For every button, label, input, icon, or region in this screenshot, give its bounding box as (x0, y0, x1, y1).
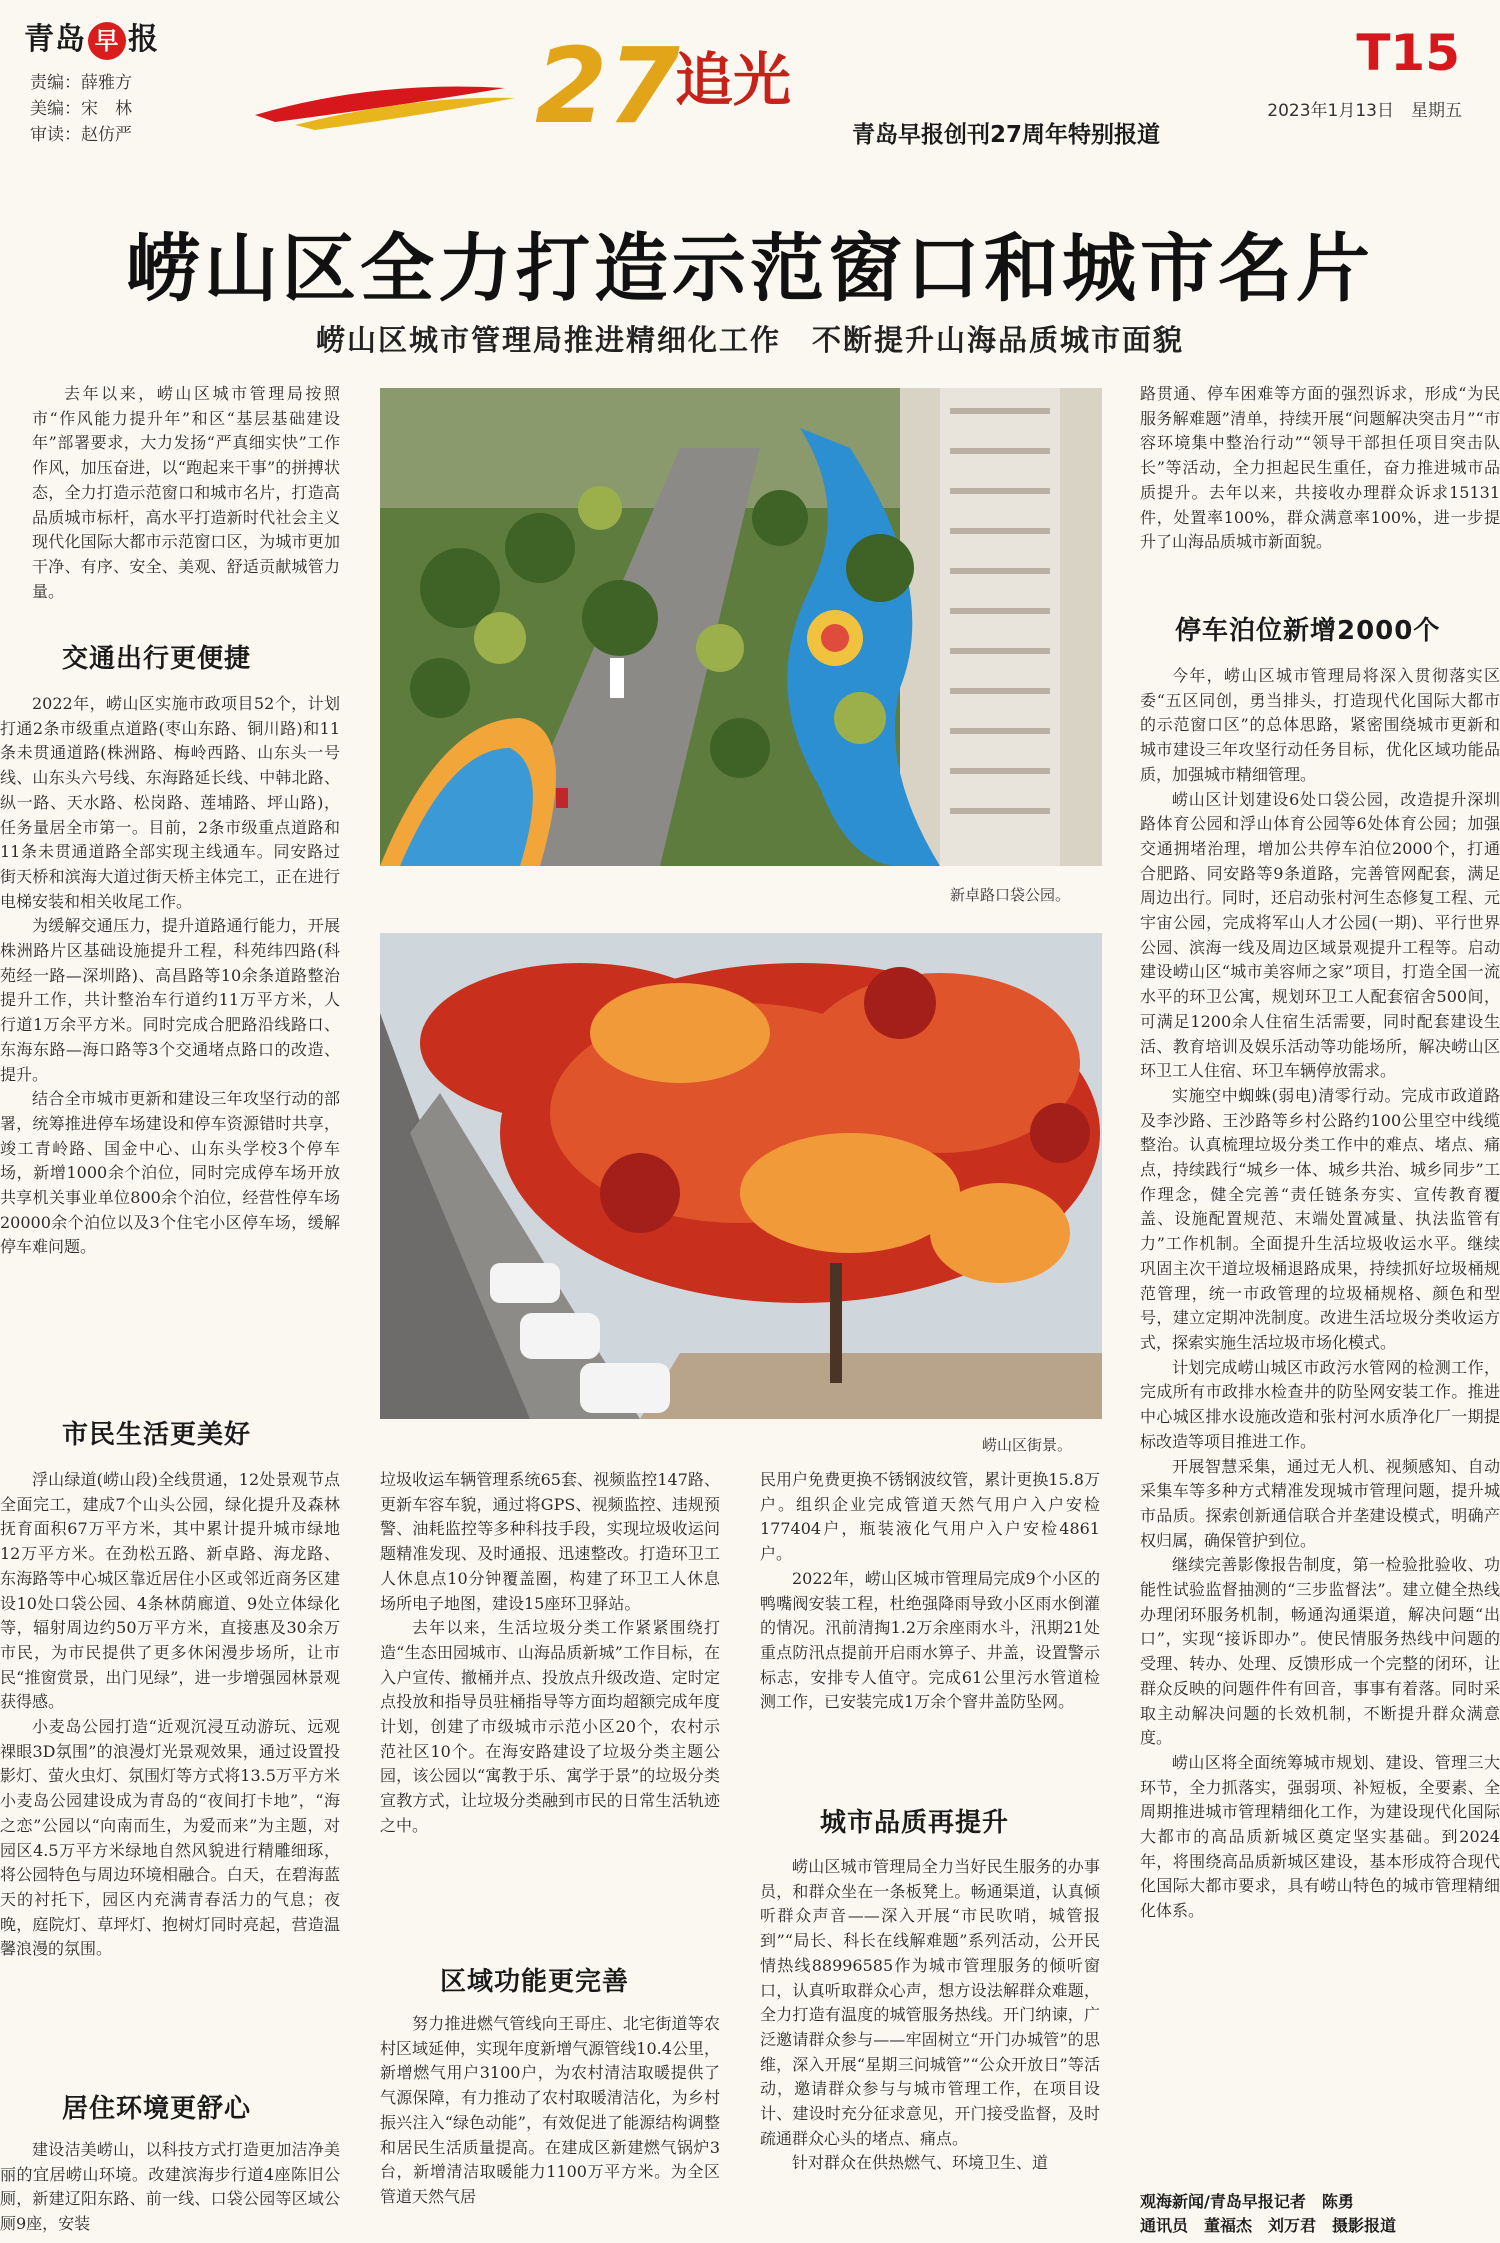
credit-designer: 美编：宋 林 (30, 99, 132, 119)
byline-reporter: 观海新闻/青岛早报记者 陈勇 (1140, 2192, 1354, 2211)
col3-body (760, 1468, 1100, 1786)
park-aerial-image (380, 388, 1102, 866)
credit-proofreader: 审读：赵仿严 (30, 125, 132, 145)
photo-xinzhuo-park (380, 388, 1102, 866)
photo-laoshan-street (380, 933, 1102, 1419)
function-body (380, 2012, 720, 2243)
function-p1: 努力推进燃气管线向王哥庄、北宅街道等农村区域延伸，实现年度新增气源管线10.4公里，新增燃气用户3100户，为农村清洁取暖提供了气源保障，有力推动了农村取暖清洁化，为乡村振兴注入“绿色动能”，有效促进了能源结构调整和居民生活质量提高。在建成区新建燃气锅炉3台，新增清洁取暖能力1100万平方米。为全区管道天然气居 (380, 2014, 720, 2206)
col3-p2: 2022年，崂山区城市管理局完成9个小区的鸭嘴阀安装工程，杜绝强降雨导致小区雨水倒灌的情况。汛前清掏1.2万余座雨水斗，汛期21处重点防汛点提前开启雨水箅子、井盖，设置警示标志，安排专人值守。完成61公里污水管道检测工作，已安装完成1万余个窨井盖防坠网。 (760, 1568, 1100, 1712)
heading-living: 居住环境更舒心 (62, 2094, 252, 2124)
masthead-name-b: 早 (88, 22, 126, 60)
col4-body (1140, 382, 1500, 592)
life-body (0, 1468, 340, 2078)
anniversary-banner (255, 10, 855, 140)
col3-p1: 民用户免费更换不锈钢波纹管，累计更换15.8万户。组织企业完成管道天然气用户入户安检177404户，瓶装液化气用户入户安检4861户。 (760, 1470, 1100, 1564)
quality-p2: 针对群众在供热燃气、环境卫生、道 (792, 2153, 1049, 2173)
banner-number: 27 (535, 25, 680, 140)
traffic-body (0, 692, 340, 1397)
article-subtitle: 崂山区城市管理局推进精细化工作 不断提升山海品质城市面貌 (315, 323, 1184, 357)
life-p1: 浮山绿道(崂山段)全线贯通，12处景观节点全面完工，建成7个山头公园，绿化提升及森林抚育面积67万平方米，其中累计提升城市绿地12万平方米。在劲松五路、新卓路、海龙路、东海路等中心城区靠近居住小区或邻近商务区建设10处口袋公园、4条林荫廊道、9处立体绿化等，辐射周边约50万平方米，直接惠及30余万市民，为市民提供了更多休闲漫步场所，让市民“推窗赏景，出门见绿”，进一步增强园林景观获得感。 (0, 1470, 340, 1712)
col4-p1: 路贯通、停车困难等方面的强烈诉求，形成“为民服务解难题”清单，持续开展“问题解决突击月”“市容环境集中整治行动”“领导干部担任项目突击队长”等活动，全力担起民生重任，奋力推进城市品质提升。去年以来，共接收办理群众诉求15131件，处置率100%，群众满意率100%，进一步提升了山海品质城市新面貌。 (1140, 384, 1500, 552)
parking-p6: 继续完善影像报告制度，第一检验批验收、功能性试验监督抽测的“三步监督法”。建立健全热线办理闭环服务机制，畅通沟通渠道，解决问题“出口”，实现“接诉即办”。使民情服务热线中问题的受理、转办、处理、反馈形成一个完整的闭环，让群众反映的问题件件有回音，事事有着落。同时采取主动解决问题的长效机制，不断提升群众满意度。 (1140, 1555, 1500, 1748)
parking-p7: 崂山区将全面统筹城市规划、建设、管理三大环节，全力抓落实，强弱项、补短板，全要素、全周期推进城市管理精细化工作，为建设现代化国际大都市的高品质新城区奠定坚实基础。到2024年，将围绕高品质新城区建设，基本形成符合现代化国际大都市要求，具有崂山特色的城市管理精细化体系。 (1140, 1752, 1500, 1921)
banner-subtitle: 青岛早报创刊27周年特别报道 (852, 122, 1161, 148)
masthead-logo (24, 14, 159, 60)
heading-life: 市民生活更美好 (62, 1420, 252, 1450)
byline (1140, 2190, 1500, 2238)
parking-body (1140, 664, 1500, 2186)
col2-p2: 去年以来，生活垃圾分类工作紧紧围绕打造“生态田园城市、山海品质新城”工作目标，在入户宣传、撤桶并点、投放点升级改造、定时定点投放和指导员驻桶指导等方面均超额完成年度计划，创建了市级城市示范小区20个，农村示范社区10个。在海安路建设了垃圾分类主题公园，该公园以“寓教于乐、寓学于景”的垃圾分类宣教方式，让垃圾分类融到市民的日常生活轨迹之中。 (380, 1618, 720, 1835)
heading-quality: 城市品质再提升 (820, 1808, 1010, 1838)
heading-function: 区域功能更完善 (440, 1967, 630, 1997)
credit-editor: 责编：薛雅方 (30, 73, 132, 93)
issue-date: 2023年1月13日 星期五 (1267, 101, 1462, 121)
intro-paragraph (32, 382, 340, 622)
traffic-p3: 结合全市城市更新和建设三年攻坚行动的部署，统筹推进停车场建设和停车资源错时共享，竣工青岭路、国金中心、山东头学校3个停车场，新增1000余个泊位，同时完成停车场开放共享机关事业单位800余个泊位，经营性停车场20000余个泊位以及3个住宅小区停车场，缓解停车难问题。 (0, 1089, 340, 1257)
heading-traffic: 交通出行更便捷 (62, 644, 252, 674)
col2-body (380, 1468, 720, 1946)
street-trees-image (380, 933, 1102, 1419)
life-p2: 小麦岛公园打造“近观沉浸互动游玩、远观裸眼3D氛围”的浪漫灯光景观效果，通过设置投影灯、萤火虫灯、氛围灯等方式将13.5万平方米小麦岛公园建设成为青岛的“夜间打卡地”，“海之恋”公园以“向南而生，为爱而来”为主题，对园区4.5万平方米绿地自然风貌进行精雕细琢，将公园特色与周边环境相融合。白天，在碧海蓝天的衬托下，园区内充满青春活力的气息；夜晚，庭院灯、草坪灯、抱树灯同时亮起，营造温馨浪漫的氛围。 (0, 1717, 340, 1959)
banner-word: 追光 (675, 46, 792, 114)
parking-p3: 实施空中蜘蛛(弱电)清零行动。完成市政道路及李沙路、王沙路等乡村公路约100公里空中线缆整治。认真梳理垃圾分类工作中的难点、堵点、痛点，持续践行“城乡一体、城乡共治、城乡同步”工作理念，健全完善“责任链条夯实、宣传教育覆盖、设施配置规范、末端处置减量、执法监管有力”工作机制。全面提升生活垃圾收运水平。继续巩固主次干道垃圾桶退路成果，持续抓好垃圾桶规范管理，统一市政管理的垃圾桶规格、颜色和型号，建立定期冲洗制度。改进生活垃圾分类收运方式，探索实施生活垃圾市场化模式。 (1140, 1085, 1500, 1352)
parking-p5: 开展智慧采集，通过无人机、视频感知、自动采集车等多种方式精准发现城市管理问题，提升城市品质。探索创新通信联合并垄建设模式，明确产权归属，确保管护到位。 (1140, 1456, 1500, 1550)
page-number: T15 (1356, 24, 1460, 82)
parking-p4: 计划完成崂山城区市政污水管网的检测工作，完成所有市政排水检查井的防坠网安装工作。推进中心城区排水设施改造和张村河水质净化厂一期提标改造等项目推进工作。 (1140, 1357, 1500, 1451)
living-body (0, 2138, 340, 2243)
quality-p1: 崂山区城市管理局全力当好民生服务的办事员，和群众坐在一条板凳上。畅通渠道，认真倾听群众声音——深入开展“市民吹哨，城管报到”“局长、科长在线解难题”系列活动，公开民情热线88996585作为城市管理服务的倾听窗口，认真听取群众心声，想方设法解群众难题，全力打造有温度的城管服务热线。开门纳谏，广泛邀请群众参与——牢固树立“开门办城管”的思维，深入开展“星期三问城管”“公众开放日”等活动，邀请群众参与与城市管理工作，在项目设计、建设时充分征求意见，开门接受监督，及时疏通群众心头的堵点、痛点。 (760, 1857, 1100, 2148)
living-p1: 建设洁美崂山，以科技方式打造更加洁净美丽的宜居崂山环境。改建滨海步行道4座陈旧公厕，新建辽阳东路、前一线、口袋公园等区域公厕9座，安装 (0, 2140, 340, 2234)
caption-photo1: 新卓路口袋公园。 (950, 886, 1071, 904)
traffic-p1: 2022年，崂山区实施市政项目52个，计划打通2条市级重点道路(枣山东路、铜川路)和11条未贯通道路(株洲路、梅岭西路、山东头一号线、山东头六号线、东海路延长线、中韩北路、纵一路、天水路、松岗路、莲埔路、坪山路)，任务量居全市第一。目前，2条市级重点道路和11条未贯通道路全部实现主线通车。同安路过街天桥和滨海大道过街天桥主体完工，正在进行电梯安装和相关收尾工作。 (0, 694, 340, 911)
byline-correspondents: 通讯员 董福杰 刘万君 摄影报道 (1140, 2216, 1397, 2235)
article-title: 崂山区全力打造示范窗口和城市名片 (126, 226, 1374, 312)
masthead-name-c: 报 (128, 22, 159, 57)
heading-parking: 停车泊位新增2000个 (1175, 616, 1441, 646)
parking-p1: 今年，崂山区城市管理局将深入贯彻落实区委“五区同创，勇当排头，打造现代化国际大都市的示范窗口区”的总体思路，紧密围绕城市更新和城市建设三年攻坚行动任务目标，优化区域功能品质，加强城市精细管理。 (1140, 666, 1500, 784)
traffic-p2: 为缓解交通压力，提升道路通行能力，开展株洲路片区基础设施提升工程，科苑纬四路(科苑经一路—深圳路)、高昌路等10余条道路整治提升工作，共计整治车行道约11万平方米，人行道1万余平方米。同时完成合肥路沿线路口、东海东路—海口路等3个交通堵点路口的改造、提升。 (0, 916, 340, 1084)
masthead-name-a: 青岛 (24, 22, 86, 57)
caption-photo2: 崂山区街景。 (982, 1436, 1073, 1454)
col2-p1: 垃圾收运车辆管理系统65套、视频监控147路、更新车容车貌，通过将GPS、视频监控、违规预警、油耗监控等多种科技手段，实现垃圾收运问题精准发现、及时通报、迅速整改。打造环卫工人休息点10分钟覆盖圈，构建了环卫工人休息场所电子地图，建设15座环卫驿站。 (380, 1470, 720, 1613)
quality-body (760, 1855, 1100, 2243)
intro-text: 去年以来，崂山区城市管理局按照市“作风能力提升年”和区“基层基础建设年”部署要求，大力发扬“严真细实快”工作作风，加压奋进，以“跑起来干事”的拼搏状态，全力打造示范窗口和城市名片，打造高品质城市标杆，高水平打造新时代社会主义现代化国际大都市示范窗口区，为城市更加干净、有序、安全、美观、舒适贡献城管力量。 (32, 384, 340, 601)
parking-p2: 崂山区计划建设6处口袋公园，改造提升深圳路体育公园和浮山体育公园等6处体育公园；加强交通拥堵治理，增加公共停车泊位2000个，打通合肥路、同安路等9条道路，完善管网配套，满足周边出行。同时，还启动张村河生态修复工程、元宇宙公园，完成将军山人才公园(一期)、平行世界公园、滨海一线及周边区域景观提升工程等。启动建设崂山区“城市美容师之家”项目，打造全国一流水平的环卫公寓，规划环卫工人配套宿舍500间，可满足1200余人住宿生活需要，同时配套建设生活、教育培训及娱乐活动等功能场所，解决崂山区环卫工人住宿、环卫车辆停放需求。 (1140, 789, 1500, 1081)
